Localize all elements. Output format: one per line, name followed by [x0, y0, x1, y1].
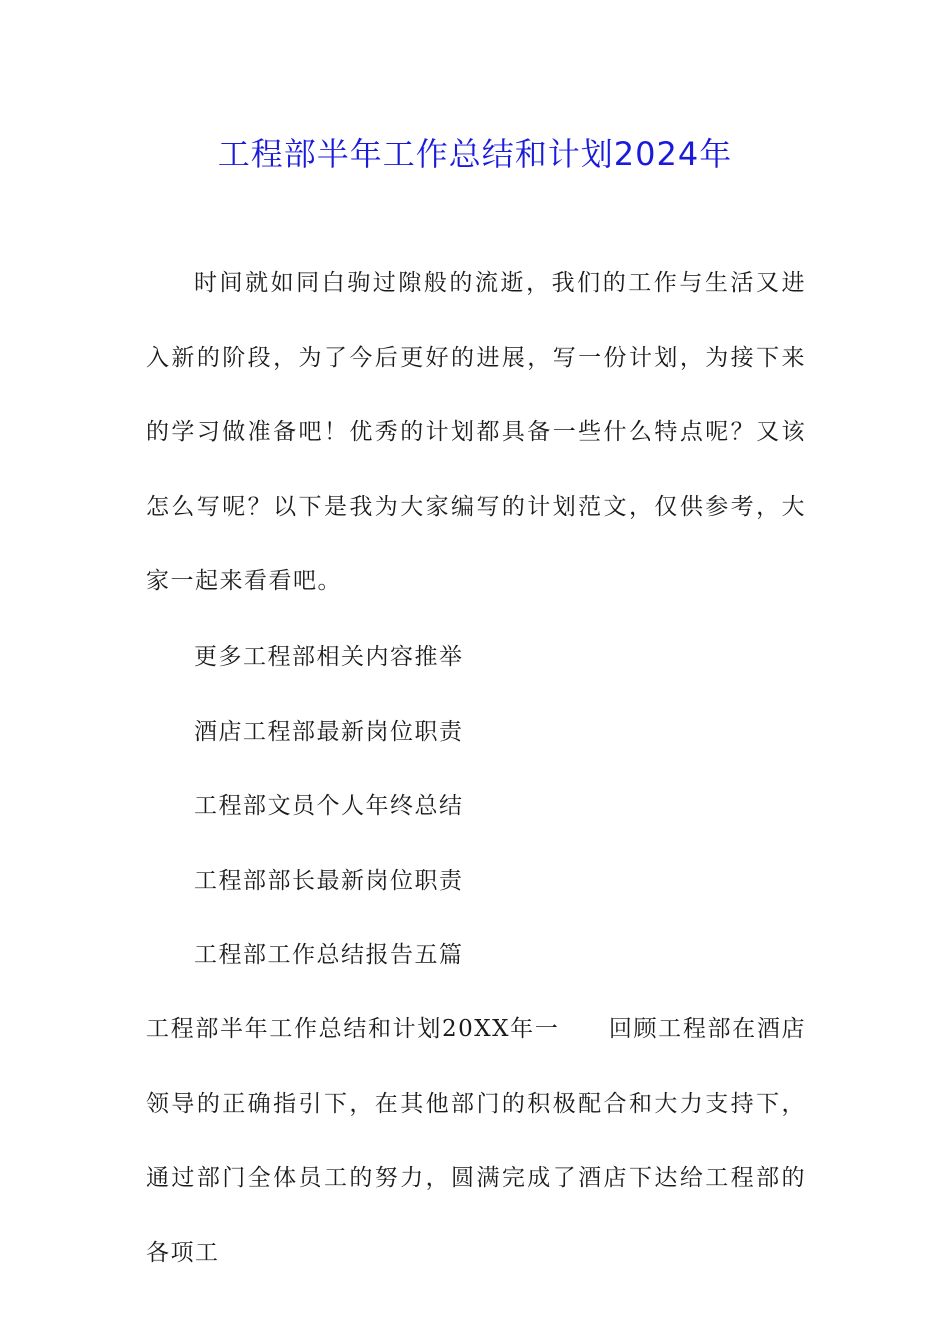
main-paragraph: 工程部半年工作总结和计划20XX年一 回顾工程部在酒店领导的正确指引下，在其他部门的积极配合和大力支持下，通过部门全体员工的努力，圆满完成了酒店下达给工程部的各项工 [146, 1016, 806, 1266]
recommend-link[interactable]: 酒店工程部最新岗位职责 [194, 718, 464, 745]
recommend-heading: 更多工程部相关内容推举 [194, 644, 464, 670]
recommend-link[interactable]: 工程部工作总结报告五篇 [194, 942, 464, 968]
recommend-link[interactable]: 工程部部长最新岗位职责 [194, 867, 464, 894]
intro-paragraph: 时间就如同白驹过隙般的流逝，我们的工作与生活又进入新的阶段，为了今后更好的进展，写一份计划，为接下来的学习做准备吧！优秀的计划都具备一些什么特点呢？又该怎么写呢？以下是我为大家编写的计划范文，仅供参考，大家一起来看看吧。 [146, 270, 806, 594]
document-title: 工程部半年工作总结和计划2024年 [217, 135, 733, 173]
recommend-link[interactable]: 工程部文员个人年终总结 [194, 793, 464, 819]
